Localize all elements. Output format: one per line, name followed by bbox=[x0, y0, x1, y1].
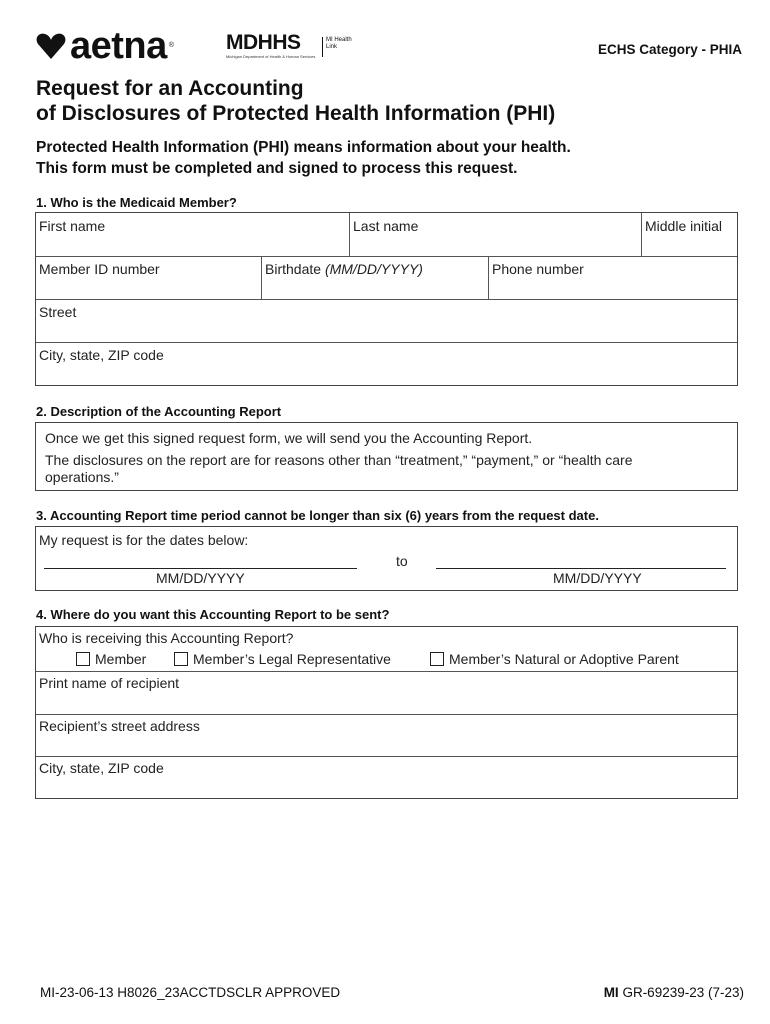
recipient-street-field[interactable]: Recipient’s street address bbox=[39, 718, 200, 734]
divider bbox=[36, 714, 737, 715]
description-line-1: Once we get this signed request form, we will send you the Accounting Report. bbox=[45, 430, 533, 446]
to-label: to bbox=[396, 553, 408, 569]
member-checkbox[interactable] bbox=[76, 652, 90, 666]
aetna-wordmark: aetna bbox=[70, 25, 167, 67]
category-label: ECHS Category - PHIA bbox=[597, 42, 742, 57]
footer-form-number: GR-69239-23 (7-23) bbox=[618, 985, 744, 1000]
description-line-3: operations.” bbox=[45, 469, 119, 485]
divider bbox=[36, 342, 737, 343]
divider bbox=[349, 213, 350, 256]
first-name-field[interactable]: First name bbox=[39, 218, 106, 234]
divider bbox=[36, 256, 737, 257]
birthdate-field[interactable] bbox=[265, 261, 423, 277]
parent-checkbox[interactable] bbox=[430, 652, 444, 666]
section-3-heading: 3. Accounting Report time period cannot be longer than six (6) years from the request date. bbox=[36, 508, 599, 523]
divider bbox=[488, 256, 489, 299]
section-2-heading: 2. Description of the Accounting Report bbox=[36, 404, 282, 419]
recipient-box bbox=[35, 626, 738, 799]
recipient-question: Who is receiving this Accounting Report? bbox=[39, 630, 294, 646]
recipient-city-field[interactable]: City, state, ZIP code bbox=[39, 760, 164, 776]
birthdate-format: (MM/DD/YYYY) bbox=[324, 261, 423, 277]
divider bbox=[36, 299, 737, 300]
divider bbox=[36, 671, 737, 672]
phone-field[interactable]: Phone number bbox=[492, 261, 584, 277]
legal-rep-option-label: Member’s Legal Representative bbox=[193, 651, 391, 667]
member-info-box bbox=[35, 212, 738, 386]
trademark-mark: ® bbox=[168, 42, 174, 49]
middle-initial-field[interactable]: Middle initial bbox=[645, 218, 723, 234]
divider bbox=[641, 213, 642, 256]
city-state-zip-field[interactable]: City, state, ZIP code bbox=[39, 347, 164, 363]
end-date-format: MM/DD/YYYY bbox=[553, 570, 642, 586]
intro-line-1: Protected Health Information (PHI) means information about your health. bbox=[36, 139, 571, 156]
footer-code-left: MI-23-06-13 H8026_23ACCTDSCLR APPROVED bbox=[40, 985, 341, 1000]
title-line-2: of Disclosures of Protected Health Information (PHI) bbox=[36, 102, 556, 125]
date-range-prompt: My request is for the dates below: bbox=[39, 532, 249, 548]
street-field[interactable]: Street bbox=[39, 304, 77, 320]
intro-line-2: This form must be completed and signed to process this request. bbox=[36, 160, 518, 177]
legal-rep-option[interactable] bbox=[174, 651, 391, 667]
mdhhs-logo bbox=[226, 32, 356, 66]
birthdate-label: Birthdate bbox=[265, 261, 322, 277]
member-option-label: Member bbox=[95, 651, 147, 667]
end-date-line[interactable] bbox=[436, 568, 726, 569]
mdhhs-wordmark: MDHHS bbox=[226, 31, 301, 54]
legal-rep-checkbox[interactable] bbox=[174, 652, 188, 666]
parent-option[interactable] bbox=[430, 651, 679, 667]
member-option[interactable] bbox=[76, 651, 146, 667]
member-id-field[interactable]: Member ID number bbox=[39, 261, 160, 277]
mdhhs-tagline: Michigan Department of Health & Human Services bbox=[226, 54, 316, 59]
footer-code-right bbox=[604, 985, 744, 1000]
description-line-2: The disclosures on the report are for reasons other than “treatment,” “payment,” or “health care bbox=[45, 452, 633, 468]
page-title bbox=[36, 76, 555, 126]
last-name-field[interactable]: Last name bbox=[353, 218, 419, 234]
parent-option-label: Member’s Natural or Adoptive Parent bbox=[449, 651, 679, 667]
section-4-heading: 4. Where do you want this Accounting Report to be sent? bbox=[36, 607, 390, 622]
divider bbox=[36, 756, 737, 757]
description-box bbox=[35, 422, 738, 491]
date-range-box bbox=[35, 526, 738, 591]
recipient-name-field[interactable]: Print name of recipient bbox=[39, 675, 180, 691]
intro-text bbox=[36, 137, 571, 179]
start-date-format: MM/DD/YYYY bbox=[156, 570, 245, 586]
footer-mi: MI bbox=[603, 985, 619, 1000]
aetna-logo bbox=[36, 26, 173, 66]
section-1-heading: 1. Who is the Medicaid Member? bbox=[36, 195, 237, 210]
heart-icon bbox=[36, 32, 66, 60]
mi-health-link-logo: MI Health Link bbox=[322, 37, 356, 57]
divider bbox=[261, 256, 262, 299]
start-date-line[interactable] bbox=[44, 568, 357, 569]
title-line-1: Request for an Accounting bbox=[36, 77, 304, 100]
